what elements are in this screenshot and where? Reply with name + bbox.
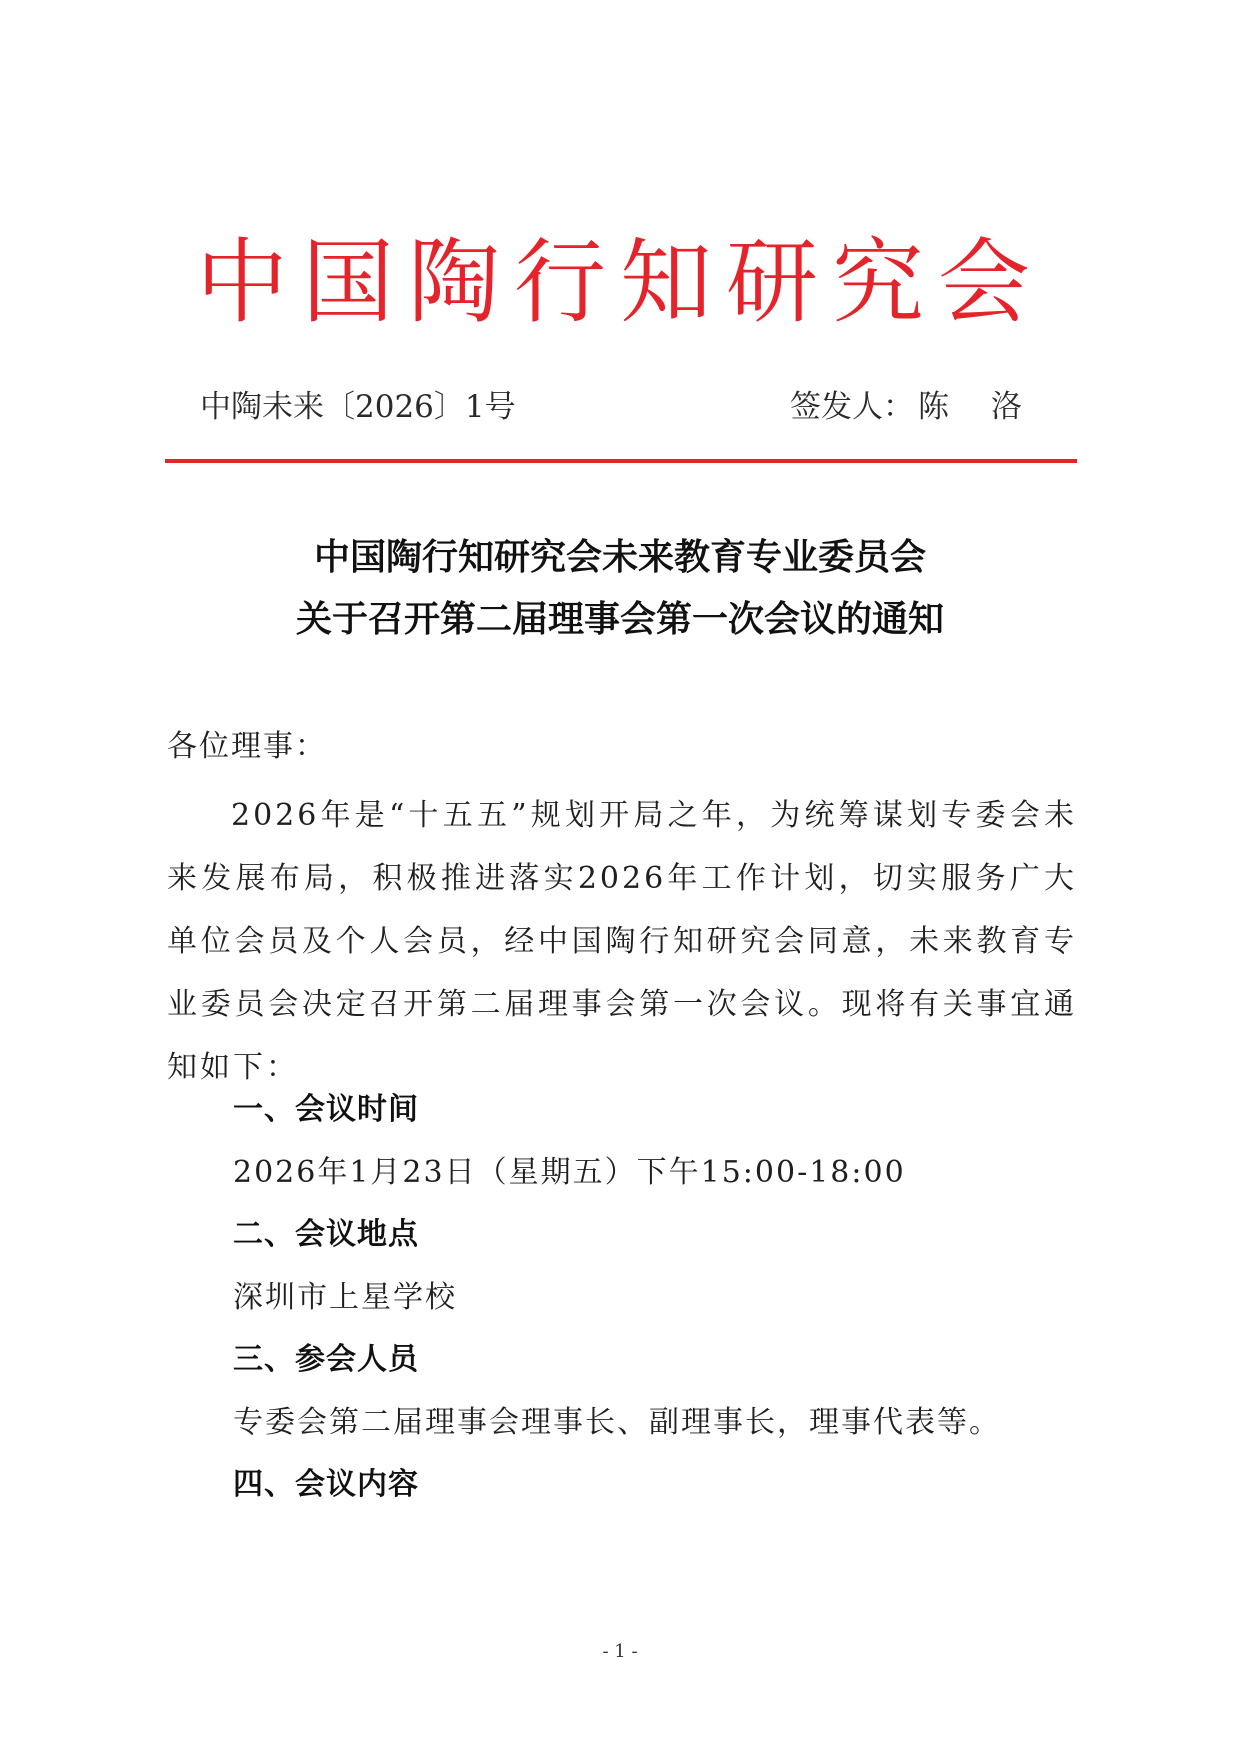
document-number: 中陶未来〔2026〕1号 [200, 389, 516, 425]
red-divider [165, 459, 1077, 463]
signer-name: 陈 洛 [918, 389, 1038, 425]
masthead-org-name: 中国陶行知研究会 [195, 229, 1044, 336]
section-heading-location: 二、会议地点 [233, 1217, 419, 1252]
notice-title [0, 527, 1240, 651]
section-heading-attendees: 三、参会人员 [233, 1342, 419, 1377]
section-content-time: 2026年1月23日（星期五）下午15:00-18:00 [233, 1155, 906, 1190]
signer-block [790, 385, 1038, 429]
salutation: 各位理事： [167, 729, 327, 764]
section-content-attendees: 专委会第二届理事会理事长、副理事长，理事代表等。 [233, 1405, 1001, 1440]
signer-label: 签发人： [790, 389, 914, 425]
notice-title-line-2: 关于召开第二届理事会第一次会议的通知 [295, 599, 944, 640]
section-heading-agenda: 四、会议内容 [233, 1467, 419, 1502]
section-content-location: 深圳市上星学校 [233, 1280, 457, 1315]
page-number: - 1 - [602, 1641, 638, 1662]
notice-title-line-1: 中国陶行知研究会未来教育专业委员会 [313, 537, 926, 578]
intro-paragraph: 2026年是“十五五”规划开局之年，为统筹谋划专委会未来发展布局，积极推进落实2026年工作计划，切实服务广大单位会员及个人会员，经中国陶行知研究会同意，未来教育专业委员会决定召开第二届理事会第一次会议。现将有关事宜通知如下： [167, 798, 1077, 1085]
section-heading-time: 一、会议时间 [233, 1092, 419, 1127]
